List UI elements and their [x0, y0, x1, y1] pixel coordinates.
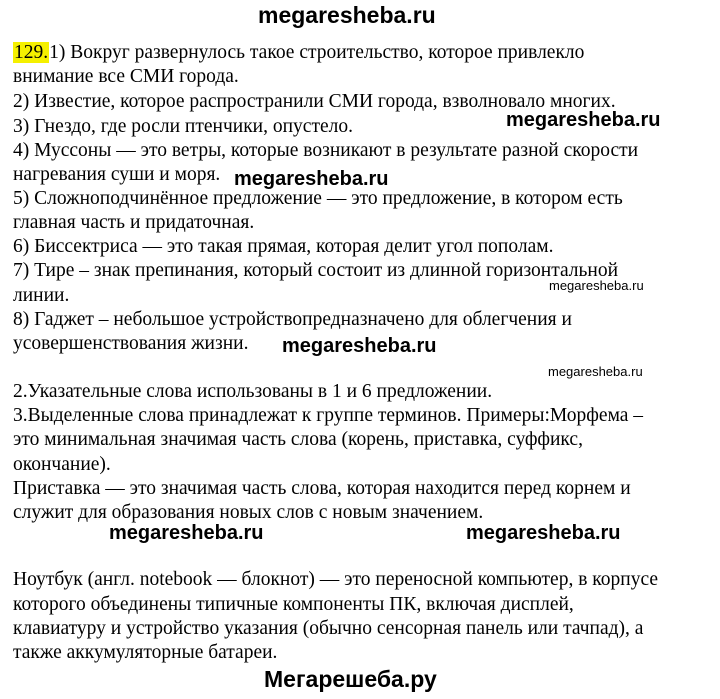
- watermark: megaresheba.ru: [548, 364, 643, 379]
- text-line: линии.: [13, 285, 70, 306]
- text-line: 6) Биссектриса — это такая прямая, которая делит угол пополам.: [13, 236, 554, 257]
- text-line: клавиатуру и устройство указания (обычно сенсорная панель или тачпад), а: [13, 618, 644, 639]
- text-line: 5) Сложноподчинённое предложение — это предложение, в котором есть: [13, 188, 623, 209]
- watermark: megaresheba.ru: [282, 335, 437, 357]
- text-line: внимание все СМИ города.: [13, 66, 239, 87]
- text-line: Ноутбук (англ. notebook — блокнот) — это переносной компьютер, в корпусе: [13, 569, 659, 590]
- text-line: окончание).: [13, 454, 111, 475]
- watermark: megaresheba.ru: [109, 522, 264, 544]
- text-line: 2) Известие, которое распространили СМИ города, взволновало многих.: [13, 91, 616, 112]
- text-line: это минимальная значимая часть слова (корень, приставка, суффикс,: [13, 429, 583, 450]
- text-line: 8) Гаджет – небольшое устройствопредназначено для облегчения и: [13, 309, 572, 330]
- text-line: [13, 41, 584, 65]
- text-line: 2.Указательные слова использованы в 1 и 6 предложении.: [13, 381, 493, 402]
- watermark: megaresheba.ru: [506, 109, 661, 131]
- watermark: megaresheba.ru: [234, 168, 389, 190]
- text-line: 7) Тире – знак препинания, который состоит из длинной горизонтальной: [13, 260, 619, 281]
- text-line: нагревания суши и моря.: [13, 164, 221, 185]
- footer-watermark: Мегарешеба.ру: [264, 666, 437, 692]
- task-number: 129.: [14, 42, 49, 63]
- text-line: 4) Муссоны — это ветры, которые возникают в результате разной скорости: [13, 140, 639, 161]
- text-line: Приставка — это значимая часть слова, которая находится перед корнем и: [13, 478, 631, 499]
- text-line: служит для образования новых слов с новым значением.: [13, 502, 484, 523]
- text-line: также аккумуляторные батареи.: [13, 642, 278, 663]
- header-watermark: megaresheba.ru: [258, 2, 436, 28]
- text-line: главная часть и придаточная.: [13, 212, 255, 233]
- text-line: 3) Гнездо, где росли птенчики, опустело.: [13, 116, 353, 137]
- text-line: которого объединены типичные компоненты ПК, включая дисплей,: [13, 594, 574, 615]
- text-line-content: 1) Вокруг развернулось такое строительство, которое привлекло: [49, 42, 585, 63]
- watermark: megaresheba.ru: [549, 278, 644, 293]
- watermark: megaresheba.ru: [466, 522, 621, 544]
- text-line: усовершенствования жизни.: [13, 333, 249, 354]
- text-line: 3.Выделенные слова принадлежат к группе терминов. Примеры:Морфема –: [13, 405, 644, 426]
